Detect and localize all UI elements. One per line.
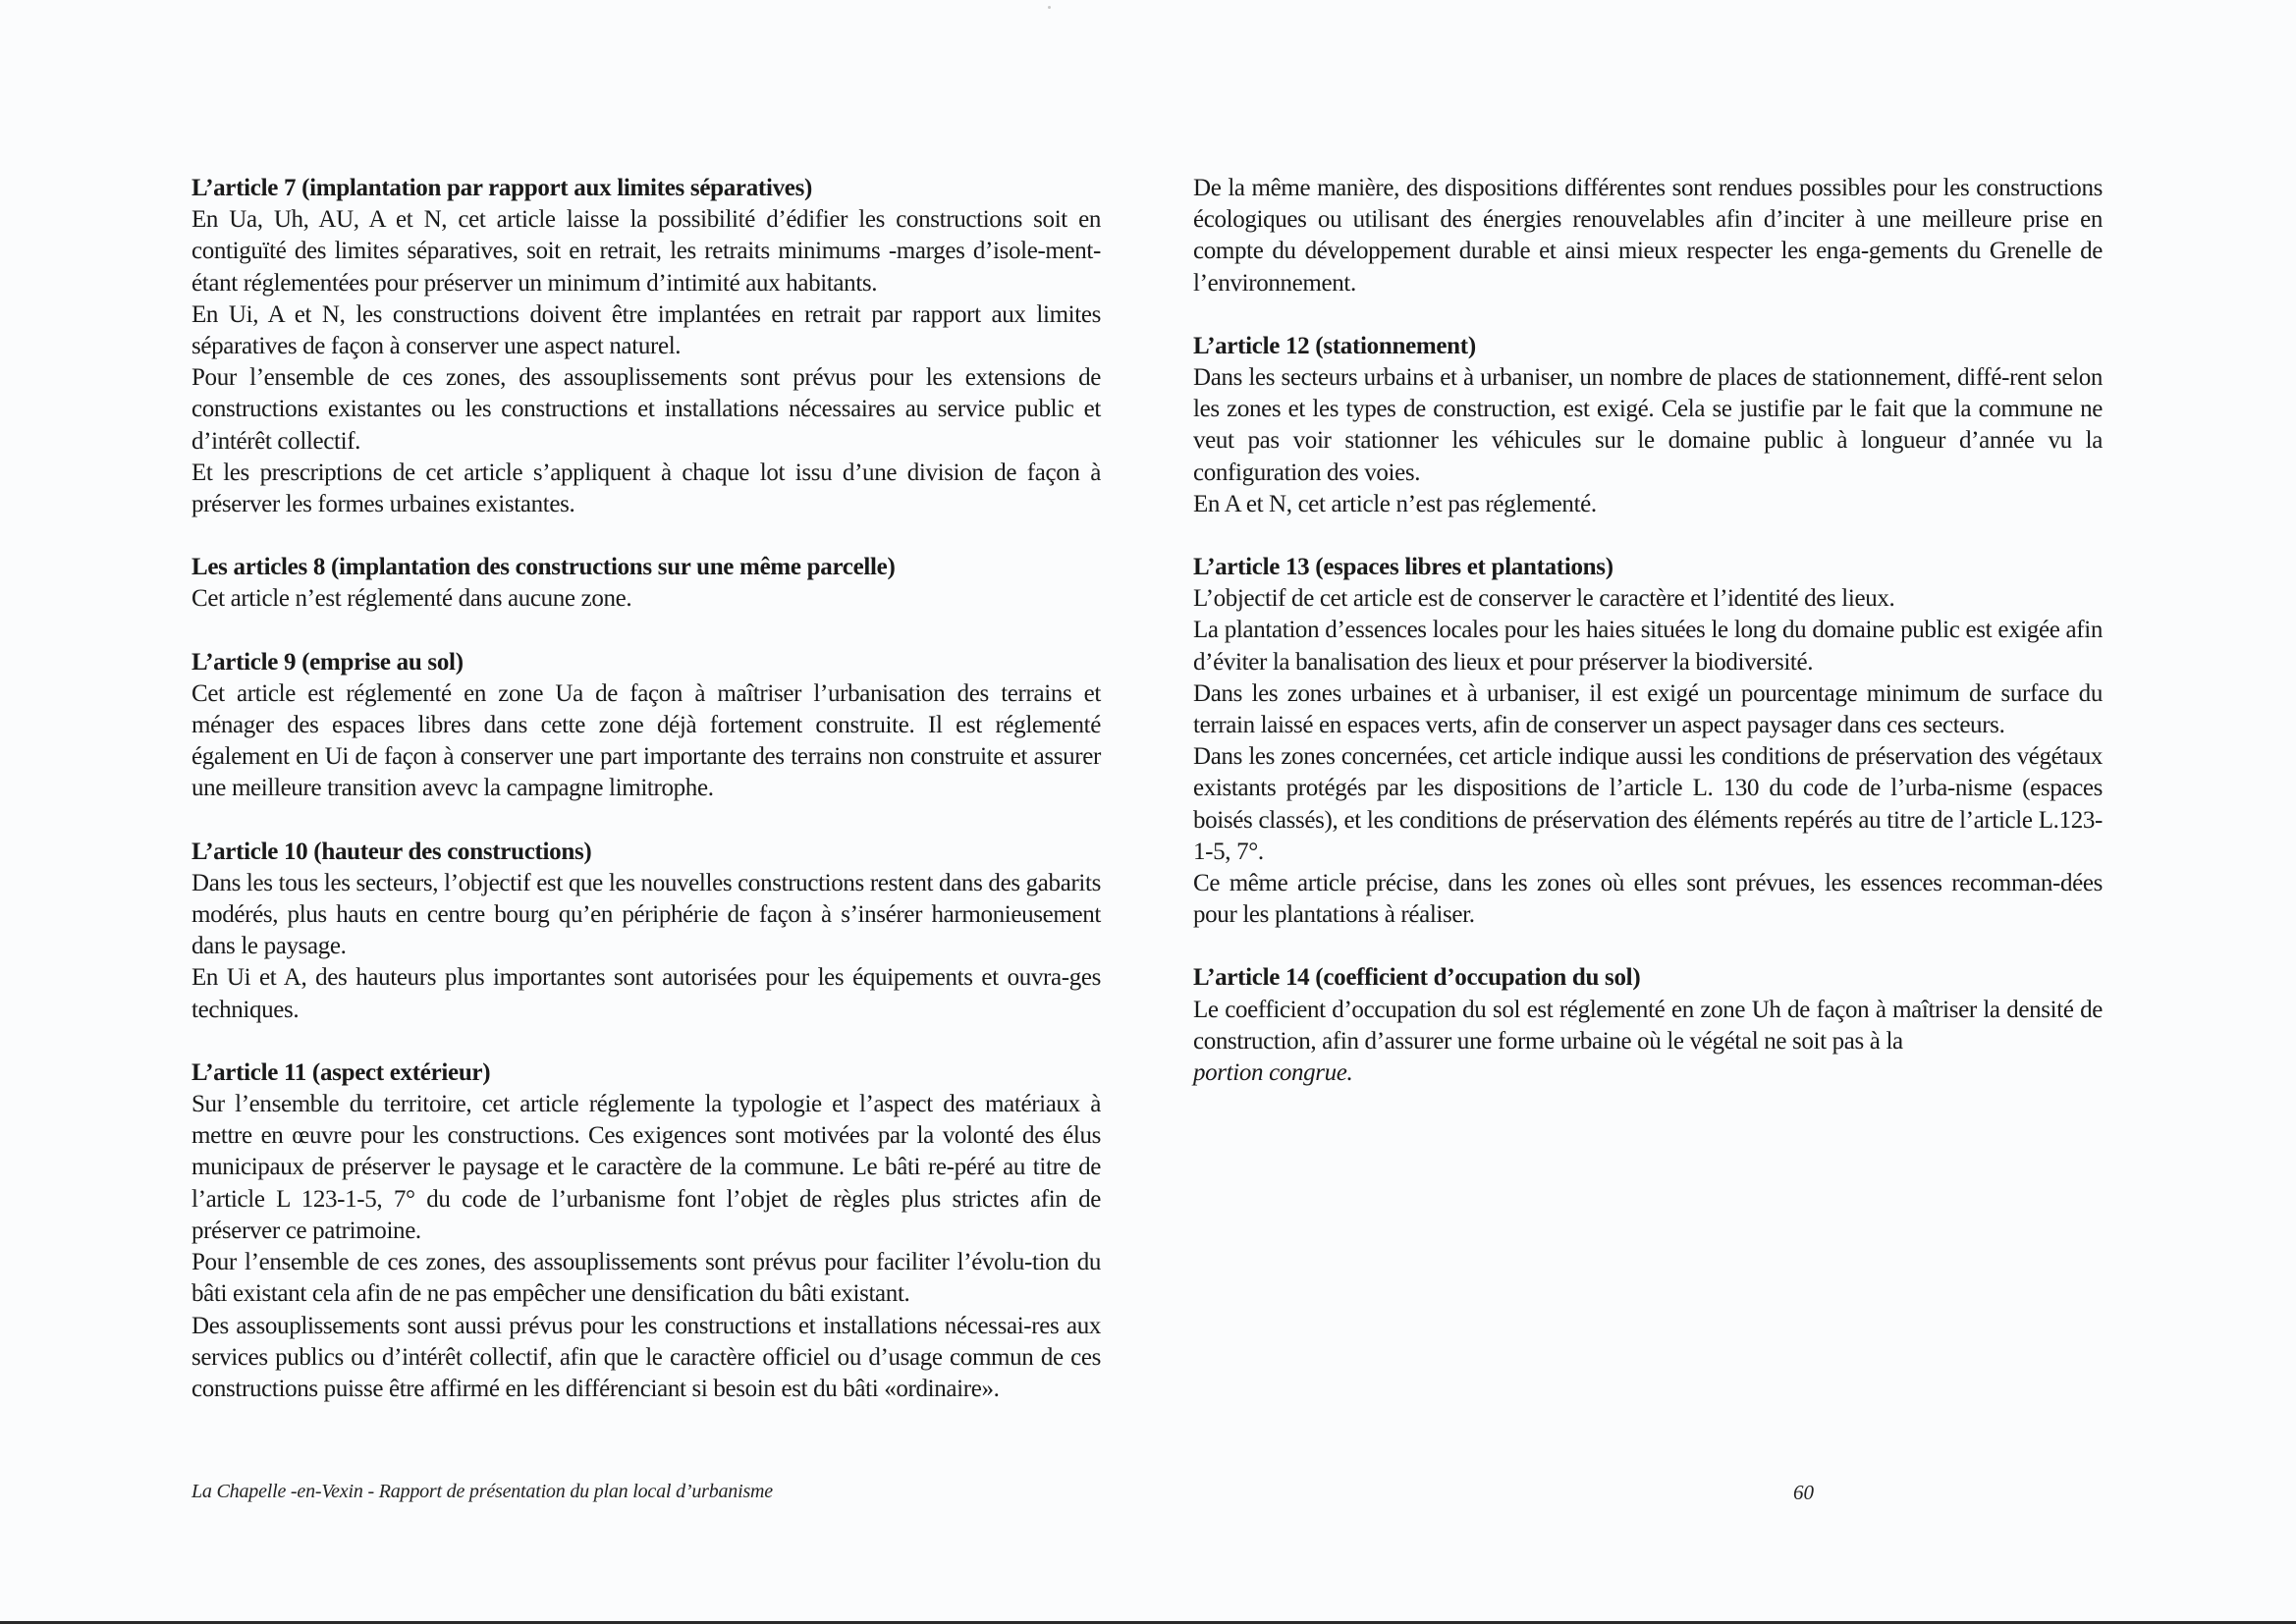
right-column [1193, 173, 2103, 1120]
article-13-section [1193, 552, 2103, 931]
left-column [191, 173, 1101, 1436]
paragraph: En A et N, cet article n’est pas réglementé. [1193, 490, 1597, 517]
paragraph: L’objectif de cet article est de conserver le caractère et l’identité des lieux. [1193, 585, 1895, 613]
article-7-heading: L’article 7 (implantation par rapport aux limites séparatives) [191, 175, 813, 201]
article-11-continuation [1193, 173, 2103, 299]
paragraph: Sur l’ensemble du territoire, cet article réglemente la typologie et l’aspect des matériaux à mettre en œuvre pour les constructions. Ces exigences sont motivées par la volonté des élus municipaux de préserver le paysage et le caractère de la commune. Le bâti re-péré au titre de l’article L 123-1-5, 7° du code de l’urbanisme font l’objet de règles plus strictes afin de préserver ce patrimoine. [191, 1091, 1101, 1244]
paragraph: Et les prescriptions de cet article s’appliquent à chaque lot issu d’une division de façon à préserver les formes urbaines existantes. [191, 459, 1101, 518]
paragraph: Des assouplissements sont aussi prévus pour les constructions et installations nécessai-res aux services publics ou d’intérêt collectif, afin que le caractère officiel ou d’usage commun de ces constructions puisse être affirmé en les différenciant si besoin est du bâti «ordinaire». [191, 1312, 1101, 1402]
paragraph: Ce même article précise, dans les zones où elles sont prévues, les essences recomman-dées pour les plantations à réaliser. [1193, 870, 2103, 929]
paragraph: Dans les zones concernées, cet article indique aussi les conditions de préservation des végétaux existants protégés par les dispositions de l’article L. 130 du code de l’urba-nisme (espaces boisés classés), et les conditions de préservation des éléments repérés au titre de l’article L.123-1-5, 7°. [1193, 743, 2103, 865]
paragraph: Le coefficient d’occupation du sol est réglementé en zone Uh de façon à maîtriser la densité de construction, afin d’assurer une forme urbaine où le végétal ne soit pas à la [1193, 996, 2103, 1055]
article-8-section [191, 552, 1101, 615]
paragraph: Cet article est réglementé en zone Ua de façon à maîtriser l’urbanisation des terrains et ménager des espaces libres dans cette zone déjà fortement construite. Il est réglementé également en Ui de façon à conserver une part importante des terrains non construite et assurer une meilleure transition avevc la campagne limitrophe. [191, 679, 1101, 802]
article-11-section [191, 1057, 1101, 1405]
paragraph: En Ua, Uh, AU, A et N, cet article laisse la possibilité d’édifier les constructions soit en contiguïté des limites séparatives, soit en retrait, les retraits minimums -marges d’isole-ment- étant réglementées pour préserver un minimum d’intimité aux habitants. [191, 206, 1101, 297]
article-14-section [1193, 962, 2103, 1089]
article-12-section [1193, 331, 2103, 520]
paragraph: La plantation d’essences locales pour les haies situées le long du domaine public est exigée afin d’éviter la banalisation des lieux et pour préserver la biodiversité. [1193, 617, 2103, 676]
paragraph: En Ui, A et N, les constructions doivent être implantées en retrait par rapport aux limites séparatives de façon à conserver une aspect naturel. [191, 300, 1101, 360]
paragraph: Dans les zones urbaines et à urbaniser, il est exigé un pourcentage minimum de surface du terrain laissé en espaces verts, afin de conserver un aspect paysager dans ces secteurs. [1193, 679, 2103, 739]
article-7-section [191, 173, 1101, 520]
article-9-heading: L’article 9 (emprise au sol) [191, 648, 464, 676]
article-12-heading: L’article 12 (stationnement) [1193, 332, 1476, 359]
page-number: 60 [1793, 1481, 1814, 1504]
italic-phrase: portion congrue. [1193, 1059, 1353, 1087]
paragraph: Pour l’ensemble de ces zones, des assouplissements sont prévus pour faciliter l’évolu-tion du bâti existant cela afin de ne pas empêcher une densification du bâti existant. [191, 1249, 1101, 1308]
paragraph: Pour l’ensemble de ces zones, des assouplissements sont prévus pour les extensions de constructions existantes ou les constructions et installations nécessaires au service public et d’intérêt collectif. [191, 364, 1101, 455]
article-13-heading: L’article 13 (espaces libres et plantations) [1193, 554, 1613, 581]
article-9-section [191, 647, 1101, 805]
article-11-heading: L’article 11 (aspect extérieur) [191, 1058, 491, 1086]
paragraph: Dans les secteurs urbains et à urbaniser, un nombre de places de stationnement, diffé-rent selon les zones et les types de construction, est exigé. Cela se justifie par le fait que la commune ne veut pas voir stationner les véhicules sur le domaine public à longueur d’année vu la configuration des voies. [1193, 364, 2103, 486]
paragraph: Dans les tous les secteurs, l’objectif est que les nouvelles constructions restent dans des gabarits modérés, plus hauts en centre bourg qu’en périphérie de façon à s’insérer harmonieusement dans le paysage. [191, 869, 1101, 960]
paragraph: En Ui et A, des hauteurs plus importantes sont autorisées pour les équipements et ouvra-ges techniques. [191, 964, 1101, 1023]
article-14-heading: L’article 14 (coefficient d’occupation du sol) [1193, 964, 1641, 992]
paragraph: Cet article n’est réglementé dans aucune zone. [191, 585, 632, 613]
article-8-heading: Les articles 8 (implantation des constructions sur une même parcelle) [191, 554, 896, 581]
article-10-section [191, 837, 1101, 1026]
scan-speck [1048, 6, 1051, 9]
footer-document-title: La Chapelle -en-Vexin - Rapport de présentation du plan local d’urbanisme [191, 1481, 773, 1502]
paragraph: De la même manière, des dispositions différentes sont rendues possibles pour les constructions écologiques ou utilisant des énergies renouvelables afin d’inciter à une meilleure prise en compte du développement durable et ainsi mieux respecter les enga-gements du Grenelle de l’environnement. [1193, 175, 2103, 297]
article-10-heading: L’article 10 (hauteur des constructions) [191, 838, 592, 865]
